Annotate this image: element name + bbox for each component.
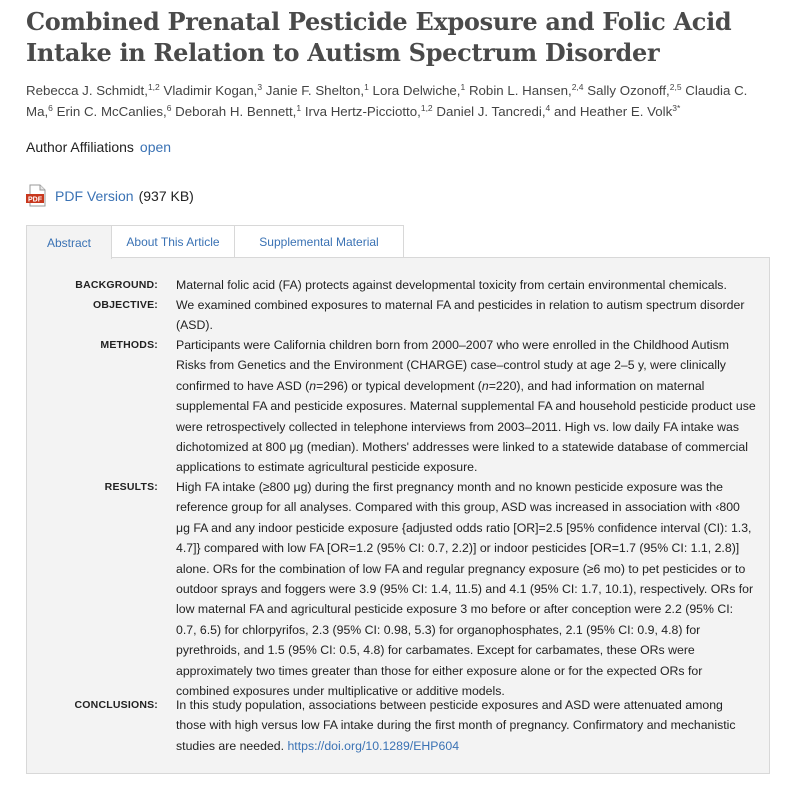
author-affiliation-sup: 2,5 — [669, 82, 682, 92]
tab-abstract[interactable]: Abstract — [26, 225, 112, 259]
affiliations-label: Author Affiliations — [26, 139, 134, 155]
author-affiliation-sup: 1 — [460, 82, 466, 92]
author-affiliation-sup: 6 — [166, 103, 172, 113]
section-label: BACKGROUND: — [75, 279, 158, 291]
conclusions-text: In this study population, associations between pesticide exposures and ASD were attenuated among those with high versus low FA intake during the first month of pregnancy. Confirmatory and mechanistic studies are needed. — [176, 698, 736, 753]
n-symbol: n — [481, 378, 489, 393]
section-text: We examined combined exposures to maternal FA and pesticides in relation to autism spectrum disorder (ASD). — [176, 298, 745, 333]
pdf-file-size: (937 KB) — [138, 188, 194, 204]
author-name[interactable]: Daniel J. Tancredi, — [436, 104, 546, 119]
pdf-version-link[interactable]: PDF Version — [55, 188, 134, 204]
author-name[interactable]: Claudia C. Ma, — [26, 83, 748, 119]
tab-about-this-article[interactable]: About This Article — [111, 225, 235, 258]
section-label: CONCLUSIONS: — [74, 699, 158, 711]
article-title: Combined Prenatal Pesticide Exposure and Folic Acid Intake in Relation to Autism Spectrum Disorder — [26, 7, 732, 67]
author-name[interactable]: Janie F. Shelton, — [265, 83, 365, 98]
author-name[interactable]: Erin C. McCanlies, — [56, 104, 167, 119]
section-label: RESULTS: — [104, 481, 158, 493]
section-text — [176, 335, 756, 478]
author-affiliation-sup: 1 — [364, 82, 369, 92]
affiliations-open-toggle[interactable]: open — [139, 139, 172, 155]
section-text: Maternal folic acid (FA) protects against developmental toxicity from certain environmental chemicals. — [176, 278, 727, 292]
pdf-icon-text: PDF — [28, 196, 42, 204]
author-name[interactable]: Irva Hertz-Picciotto, — [304, 104, 421, 119]
author-name[interactable]: Lora Delwiche, — [372, 83, 461, 98]
author-affiliation-sup: 4 — [545, 103, 551, 113]
author-affiliation-sup: 1,2 — [420, 103, 433, 113]
author-name[interactable]: and Heather E. Volk — [553, 104, 673, 119]
tab-supplemental-material[interactable]: Supplemental Material — [234, 225, 404, 258]
n-symbol: n — [309, 378, 317, 393]
section-text: High FA intake (≥800 μg) during the first pregnancy month and no known pesticide exposure was the reference group for all analyses. Compared with this group, ASD was increased in association with ‹800 μg FA and any indoor pesticide exposure {adjusted odds ratio [OR]=2.5 [95% confidence interval (CI): 1.3, 4.7]} compared with low FA [OR=1.2 (95% CI: 0.7, 2.2)] or indoor pesticides [OR=1.7 (95% CI: 1.1, 2.8)] alone. ORs for the combination of low FA and regular pregnancy exposure (≥6 mo) to pet pesticides or to outdoor sprays and foggers were 3.9 (95% CI: 1.4, 11.5) and 4.1 (95% CI: 1.7, 10.1), respectively. ORs for low maternal FA and agricultural pesticide exposure 3 mo before or after conception were 2.2 (95% CI: 0.7, 6.5) for chlorpyrifos, 2.3 (95% CI: 0.98, 5.3) for organophosphates, 2.1 (95% CI: 0.9, 4.8) for pyrethroids, and 1.5 (95% CI: 0.5, 4.8) for carbamates. Except for carbamates, these ORs were approximately two times greater than those for either exposure alone or for the expected ORs for combined exposures under multiplicative or additive models. — [176, 480, 754, 699]
methods-text-part: Participants were California children born from 2000–2007 who were enrolled in the Childhood Autism Risks from Genetics and the Environment (CHARGE) case–control study at age 2–5 y, were clinically confirmed to have ASD ( — [176, 338, 729, 393]
author-affiliation-sup: 1 — [296, 103, 302, 113]
author-name[interactable]: Vladimir Kogan, — [163, 83, 258, 98]
section-label: METHODS: — [100, 339, 158, 351]
author-name[interactable]: Deborah H. Bennett, — [175, 104, 297, 119]
pdf-file-icon[interactable] — [26, 184, 48, 208]
author-list — [26, 80, 761, 122]
author-affiliations — [26, 139, 171, 155]
author-name[interactable]: Rebecca J. Schmidt, — [26, 83, 148, 98]
article-tabs — [26, 225, 403, 258]
author-affiliation-sup: 3 — [257, 82, 263, 92]
author-name[interactable]: Robin L. Hansen, — [468, 83, 572, 98]
section-text — [176, 695, 756, 756]
author-affiliation-sup: 2,4 — [571, 82, 584, 92]
section-label: OBJECTIVE: — [92, 299, 158, 311]
abstract-panel — [26, 257, 770, 774]
doi-link[interactable]: https://doi.org/10.1289/EHP604 — [287, 738, 460, 753]
methods-text-part: =296) or typical development ( — [316, 378, 482, 393]
pdf-download — [26, 183, 194, 209]
author-affiliation-sup: 6 — [48, 103, 53, 113]
author-name[interactable]: Sally Ozonoff, — [587, 83, 670, 98]
author-affiliation-sup: 3* — [672, 103, 681, 113]
methods-text-part: =220), and had information on maternal supplemental FA and pesticide exposures. Maternal supplemental FA and household pesticide product use were retrospectively collected in telephone interviews from 2003–2011. High vs. low daily FA intake was dichotomized at 800 μg (median). Mothers' addresses were linked to a statewide database of commercial applications to estimate agricultural pesticide exposure. — [176, 378, 756, 475]
author-affiliation-sup: 1,2 — [147, 82, 160, 92]
